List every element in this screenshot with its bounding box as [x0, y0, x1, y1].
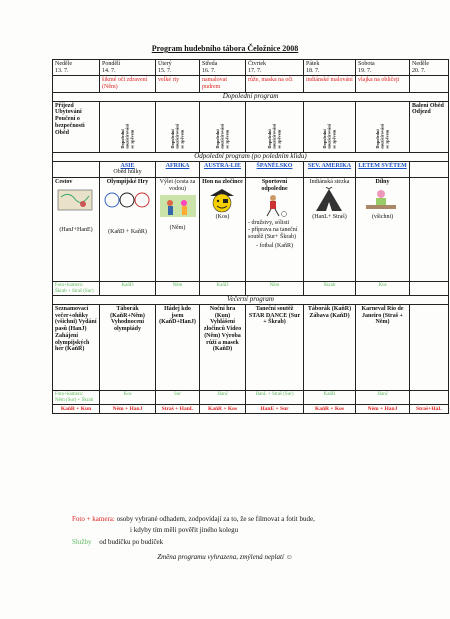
arrival-cell: Příjezd Ubytování Poučení o bezpečnosti Oběd — [53, 101, 100, 152]
afternoon-mon-title: Olympijské Hry — [106, 178, 149, 185]
afternoon-thu-extra: - fotbal (KaňR) — [256, 242, 293, 249]
afternoon-tue-who: (Něm) — [169, 225, 186, 232]
themes-row — [53, 76, 449, 92]
morning-music-fri: Dopolední muzicírování se zpěvem — [304, 101, 356, 152]
afternoon-wed-title: Hon na zločince — [202, 178, 243, 185]
theme-sat: vlajka na obličeji — [356, 76, 410, 92]
foto-row-evening: Foto+kamera: Něm (Sur) + Škrab Kos Sur HanJ HanL + Straš (Sur) KaňR HanJ — [53, 390, 449, 404]
day-wed: Středa 16. 7. — [200, 60, 246, 76]
day-header-row — [53, 60, 449, 76]
day-fri: Pátek 18. 7. — [304, 60, 356, 76]
morning-music-mon: Dopolední muzicírování se zpěvem — [100, 101, 156, 152]
morning-music-sat: Dopolední muzicírování se zpěvem — [356, 101, 410, 152]
duty-note: Služby od budíčku po budíček — [72, 538, 164, 546]
afternoon-sun-who: (HanJ+HanE) — [59, 226, 93, 233]
continent-spanelsko: ŠPANĚLSKO — [256, 162, 293, 169]
afternoon-sun-title: Cestov — [55, 178, 73, 185]
duty-row: KaňR + Kun Něm + HanJ Straš + HanL KaňR + Kos HanE + Sur KaňR + Kos Něm + HanJ Straš+HaL — [53, 405, 449, 414]
departure-cell: Balení Oběd Odjezd — [410, 101, 449, 152]
evening-label: Večerní program — [53, 296, 449, 305]
tipi-icon — [306, 187, 353, 213]
day-sun: Neděle 13. 7. — [53, 60, 100, 76]
evening-wed: Noční hra (Kun) Vyhlášení zločinců Video (Něm) Výroba růží a masek (KaňD) — [200, 304, 246, 390]
day-tue: Úterý 15. 7. — [156, 60, 200, 76]
evening-tue: Hádej kdo jsem (KaňD+HanJ) — [156, 304, 200, 390]
evening-mon: Táborák (KaňR+Něm) Vyhodnocení olympiády — [100, 304, 156, 390]
evening-sat: Karneval Rio de Janeiro (Straš + Něm) — [356, 304, 410, 390]
afternoon-wed-who: (Kos) — [215, 213, 230, 220]
afternoon-fri-title: Indiánská stezka — [309, 178, 350, 185]
afternoon-label: Odpolední program (po poledním klidu) — [53, 152, 449, 161]
foto-row-afternoon: Foto+kamera: Škrab + Straš (Sur) KaňD Něm KaňD Něm Škrab Kos — [53, 281, 449, 295]
morning-row — [53, 101, 449, 152]
afternoon-row — [53, 177, 449, 281]
day-mon: Pondělí 14. 7. — [100, 60, 156, 76]
football-player-icon — [248, 193, 301, 219]
continent-asie: ASIE — [120, 162, 135, 169]
day-sun2: Neděle 20. 7. — [410, 60, 449, 76]
theme-thu: růže, maska na oči — [246, 76, 304, 92]
foto-note: Foto + kamera: osoby vybrané odhadem, zodpovídají za to, že se filmovat a fotit bude, — [72, 515, 315, 523]
day-thu: Čtvrtek 17. 7. — [246, 60, 304, 76]
afternoon-thu-title: Sportovní odpoledne — [261, 178, 288, 192]
morning-music-wed: Dopolední muzicírování se zpěvem — [200, 101, 246, 152]
evening-fri: Táborák (KaňR) Zábava (KaňD) — [304, 304, 356, 390]
closing-note: Změna programu vyhrazena, zmýlená neplatí ☺ — [157, 553, 293, 561]
continent-afrika: AFRIKA — [165, 162, 190, 169]
people-walking-icon — [158, 193, 197, 219]
morning-label: Dopolední program — [53, 92, 449, 101]
afternoon-thu-items: - družstvy, sólisti - příprava na taneční soutěž (Sur+ Škrab) — [248, 220, 298, 240]
theme-tue: velké rty — [156, 76, 200, 92]
evening-row — [53, 304, 449, 390]
continent-letem-svetem: LETEM SVĚTEM — [358, 162, 407, 169]
continent-sev-amerika: SEV. AMERIKA — [307, 162, 352, 169]
evening-sun: Seznamovací večer+ohňky (všichni) Vydání pasů (HanJ) Zahájení olympijských her (KaňR) — [53, 304, 100, 390]
pirate-smiley-icon — [202, 187, 243, 213]
map-clipart-icon — [55, 187, 97, 213]
afternoon-tue-title: Výlet (cesta za vodou) — [159, 178, 196, 192]
day-sat: Sobota 19. 7. — [356, 60, 410, 76]
continent-australie: AUSTRÁ-LIE — [203, 162, 241, 169]
afternoon-mon-who: (KaňD + KaňR) — [108, 228, 147, 235]
morning-music-thu: Dopolední muzicírování se zpěvem — [246, 101, 304, 152]
afternoon-sat-title: Dílny — [375, 178, 390, 185]
continent-row: ASIE Oběd hůlky AFRIKA AUSTRÁ-LIE ŠPANĚLSKO SEV. AMERIKA LETEM SVĚTEM — [53, 161, 449, 177]
craft-workshop-icon — [358, 187, 407, 213]
page-title: Program hudebního tábora Čeložnice 2008 — [151, 44, 299, 53]
evening-thu: Taneční soutěž STAR DANCE (Sur + Škrab) — [246, 304, 304, 390]
morning-music-tue: Dopolední muzicírování se zpěvem — [156, 101, 200, 152]
olympic-torch-icon — [102, 187, 153, 213]
theme-mon: šikmé oči zdravení (Něm) — [100, 76, 156, 92]
foto-note-2: i kdyby tím měli pověřit jiného kolegu — [130, 526, 239, 534]
program-table — [52, 59, 449, 414]
afternoon-fri-who: (HanL+ Straš) — [312, 213, 347, 220]
theme-wed: namalovat pudrem — [200, 76, 246, 92]
theme-fri: indiánské malování — [304, 76, 356, 92]
afternoon-sat-who: (všichni) — [371, 213, 394, 220]
